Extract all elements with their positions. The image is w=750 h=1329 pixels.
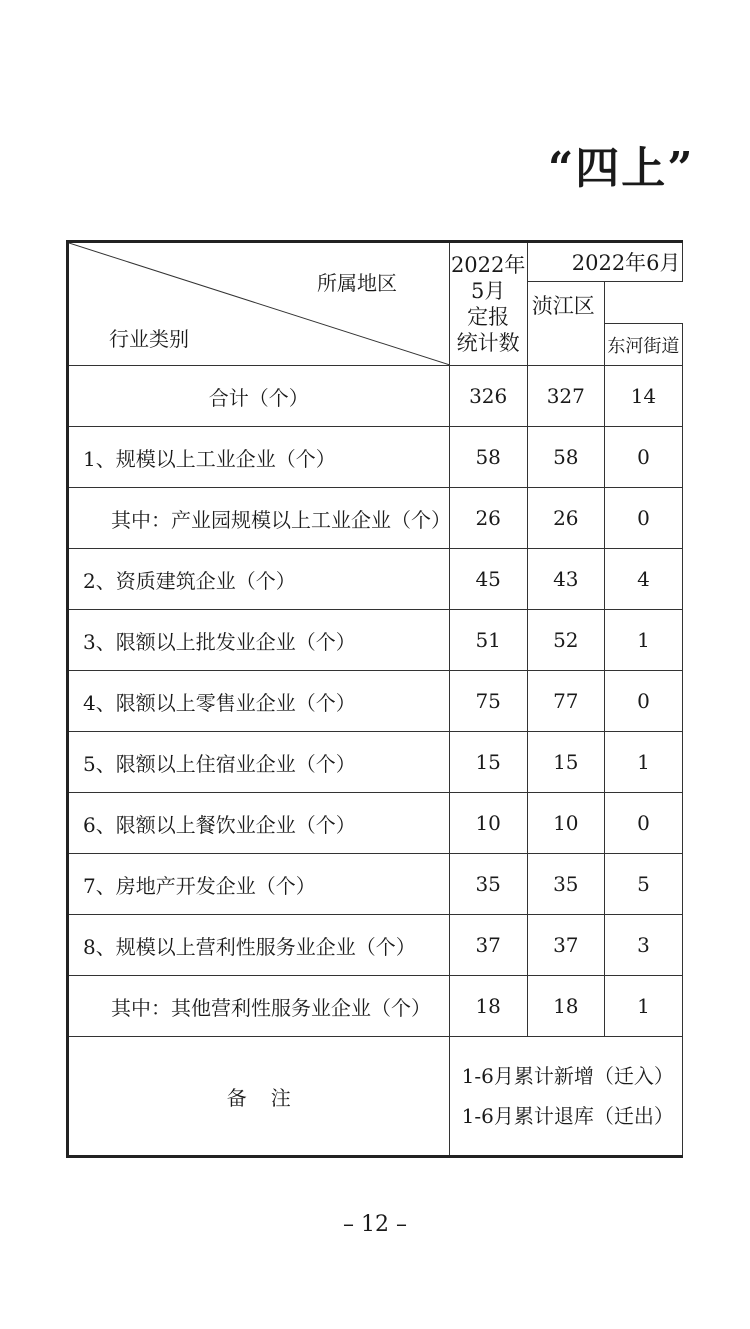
cell-total: 327 <box>527 366 604 427</box>
row-label: 3、限额以上批发业企业（个） <box>68 610 450 671</box>
statistics-table <box>66 240 683 1158</box>
cell-total: 26 <box>527 488 604 549</box>
row-label: 5、限额以上住宿业企业（个） <box>68 732 450 793</box>
cell-may: 75 <box>449 671 527 732</box>
table-row <box>68 793 683 854</box>
corner-category-label: 行业类别 <box>109 327 189 351</box>
header-corner-cell <box>68 242 450 366</box>
remarks-label-char: 注 <box>270 1085 291 1110</box>
cell-total: 18 <box>527 976 604 1037</box>
cell-total: 15 <box>527 732 604 793</box>
header-may-line: 统计数 <box>456 331 520 355</box>
cell-total: 43 <box>527 549 604 610</box>
cell-total: 52 <box>527 610 604 671</box>
cell-total: 77 <box>527 671 604 732</box>
cell-may: 326 <box>449 366 527 427</box>
cell-may: 37 <box>449 915 527 976</box>
cell-street: 1 <box>604 610 682 671</box>
cell-street: 0 <box>604 671 682 732</box>
table-row <box>68 610 683 671</box>
cell-total: 37 <box>527 915 604 976</box>
cell-total: 35 <box>527 854 604 915</box>
row-label: 1、规模以上工业企业（个） <box>68 427 450 488</box>
row-label: 2、资质建筑企业（个） <box>68 549 450 610</box>
table-row <box>68 732 683 793</box>
cell-may: 18 <box>449 976 527 1037</box>
remarks-label-char: 备 <box>226 1085 247 1110</box>
header-may-line: 定报 <box>467 305 510 329</box>
table-row <box>68 854 683 915</box>
cell-street: 0 <box>604 793 682 854</box>
row-label: 其中：其他营利性服务业企业（个） <box>68 976 450 1037</box>
remarks-line-removed: 1-6月累计退库（迁出） <box>461 1104 674 1128</box>
cell-may: 26 <box>449 488 527 549</box>
statistics-table-container <box>66 240 683 1165</box>
remarks-label <box>68 1037 450 1157</box>
row-label: 其中：产业园规模以上工业企业（个） <box>68 488 450 549</box>
cell-street: 0 <box>604 488 682 549</box>
header-may-line: 2022年 <box>450 253 526 277</box>
cell-may: 15 <box>449 732 527 793</box>
cell-may: 45 <box>449 549 527 610</box>
cell-may: 58 <box>449 427 527 488</box>
table-row <box>68 671 683 732</box>
header-spacer <box>604 282 682 324</box>
table-row <box>68 976 683 1037</box>
row-label: 4、限额以上零售业企业（个） <box>68 671 450 732</box>
row-label: 8、规模以上营利性服务业企业（个） <box>68 915 450 976</box>
cell-street: 3 <box>604 915 682 976</box>
cell-may: 10 <box>449 793 527 854</box>
table-row <box>68 915 683 976</box>
cell-may: 35 <box>449 854 527 915</box>
header-june: 2022年6月 <box>527 242 682 282</box>
cell-street: 1 <box>604 976 682 1037</box>
cell-total: 10 <box>527 793 604 854</box>
header-may-line: 5月 <box>470 279 506 303</box>
header-may-statistics <box>449 242 527 366</box>
cell-street: 4 <box>604 549 682 610</box>
cell-street: 14 <box>604 366 682 427</box>
table-row <box>68 366 683 427</box>
remarks-line-new: 1-6月累计新增（迁入） <box>461 1064 674 1088</box>
table-row <box>68 488 683 549</box>
row-label: 6、限额以上餐饮业企业（个） <box>68 793 450 854</box>
corner-region-label: 所属地区 <box>317 271 397 295</box>
page-number: – 12 – <box>343 1212 407 1237</box>
page-title: “四上” <box>548 143 695 194</box>
header-street: 东河街道 <box>604 324 682 366</box>
row-label: 合计（个） <box>68 366 450 427</box>
table-row <box>68 427 683 488</box>
remarks-row <box>68 1037 683 1157</box>
remarks-content <box>449 1037 682 1157</box>
header-region-total: 浈江区 <box>527 282 604 366</box>
cell-street: 5 <box>604 854 682 915</box>
cell-may: 51 <box>449 610 527 671</box>
cell-total: 58 <box>527 427 604 488</box>
table-row <box>68 549 683 610</box>
row-label: 7、房地产开发企业（个） <box>68 854 450 915</box>
cell-street: 1 <box>604 732 682 793</box>
cell-street: 0 <box>604 427 682 488</box>
